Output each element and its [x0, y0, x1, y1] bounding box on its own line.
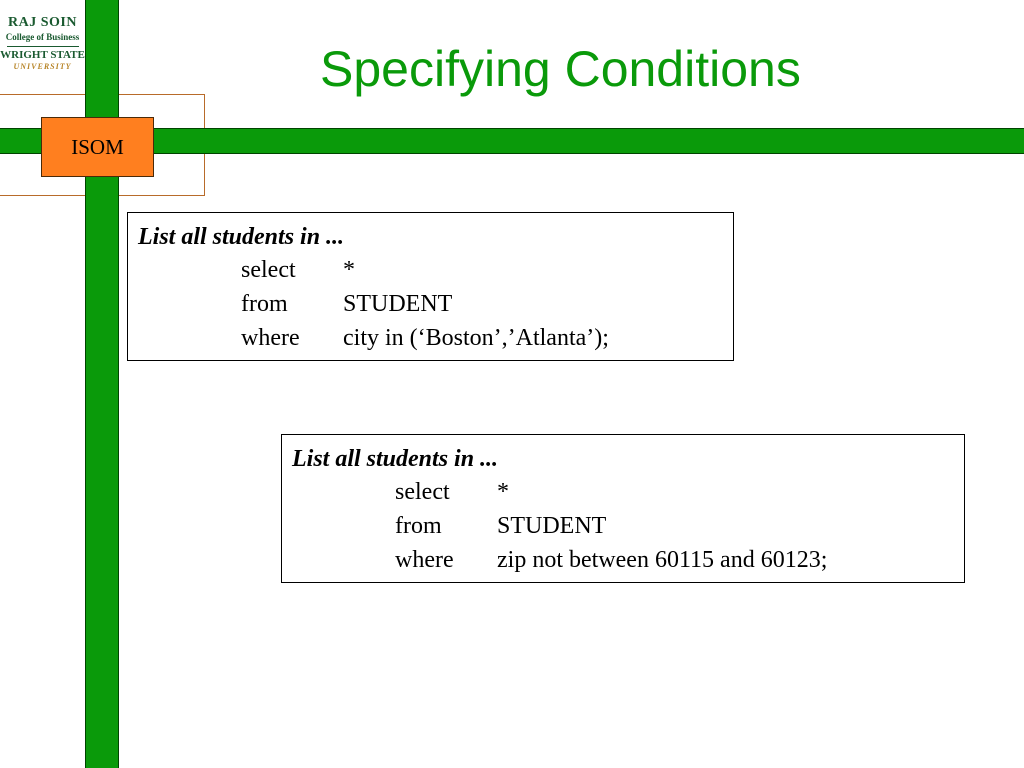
- select-argument: *: [343, 257, 355, 283]
- sql-example-box: [127, 212, 734, 361]
- from-keyword: from: [395, 513, 442, 539]
- from-clause: [241, 291, 452, 321]
- select-clause: [395, 479, 509, 509]
- example-heading: List all students in ...: [292, 446, 499, 472]
- logo-line-wright-state: WRIGHT STATE: [0, 49, 85, 61]
- logo-line-college: College of Business: [5, 32, 80, 42]
- from-argument: STUDENT: [343, 291, 453, 317]
- where-keyword: where: [241, 325, 300, 351]
- from-clause: [395, 513, 606, 543]
- select-keyword: select: [241, 257, 296, 283]
- logo-line-university: UNIVERSITY: [13, 62, 72, 71]
- where-clause: [395, 547, 827, 577]
- where-clause: [241, 325, 609, 355]
- logo-line-raj-soin: RAJ SOIN: [8, 15, 77, 30]
- where-argument: zip not between 60115 and 60123;: [497, 547, 828, 573]
- select-clause: [241, 257, 355, 287]
- where-keyword: where: [395, 547, 454, 573]
- vertical-green-bar: [85, 0, 119, 768]
- example-heading: List all students in ...: [138, 224, 345, 250]
- where-argument: city in (‘Boston’,’Atlanta’);: [343, 325, 609, 351]
- logo-divider: [7, 46, 79, 47]
- from-keyword: from: [241, 291, 288, 317]
- isom-badge: ISOM: [41, 117, 154, 177]
- slide-title: Specifying Conditions: [320, 41, 801, 97]
- from-argument: STUDENT: [497, 513, 607, 539]
- sql-example-box: [281, 434, 965, 583]
- college-logo: [0, 6, 85, 71]
- select-argument: *: [497, 479, 509, 505]
- select-keyword: select: [395, 479, 450, 505]
